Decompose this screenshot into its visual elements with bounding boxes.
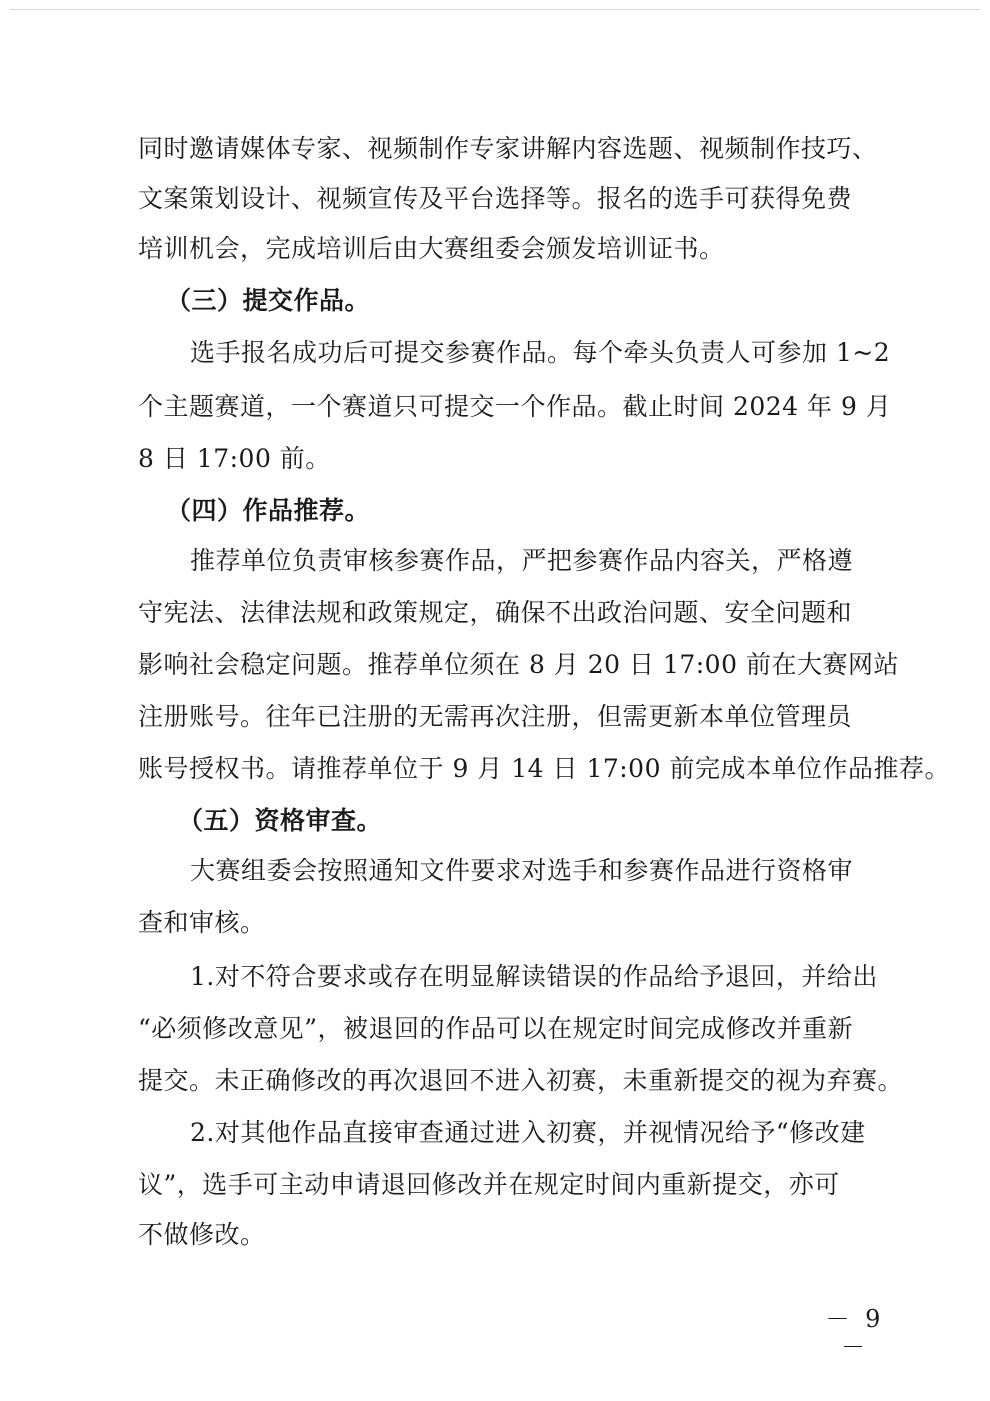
text-line: 8 日 17:00 前。	[138, 444, 331, 473]
text-line: 同时邀请媒体专家、视频制作专家讲解内容选题、视频制作技巧、	[138, 134, 878, 163]
text-line: 注册账号。往年已注册的无需再次注册，但需更新本单位管理员	[138, 702, 853, 731]
text-line: 个主题赛道，一个赛道只可提交一个作品。截止时间 2024 年 9 月	[138, 392, 892, 421]
section-heading-3: （三）提交作品。	[166, 286, 371, 315]
text-line: 大赛组委会按照通知文件要求对选手和参赛作品进行资格审	[190, 856, 854, 885]
page-number: － 9 －	[825, 1305, 885, 1361]
text-line: 守宪法、法律法规和政策规定，确保不出政治问题、安全问题和	[138, 598, 853, 627]
text-line: 议”，选手可主动申请退回修改并在规定时间内重新提交，亦可	[138, 1170, 840, 1199]
section-heading-5: （五）资格审查。	[178, 806, 383, 835]
text-line: 账号授权书。请推荐单位于 9 月 14 日 17:00 前完成本单位作品推荐。	[138, 754, 950, 783]
top-divider	[10, 9, 980, 10]
section-heading-4: （四）作品推荐。	[166, 496, 371, 525]
text-line: 培训机会，完成培训后由大赛组委会颁发培训证书。	[138, 234, 725, 263]
text-line: 1.对不符合要求或存在明显解读错误的作品给予退回，并给出	[190, 962, 878, 991]
text-line: “必须修改意见”，被退回的作品可以在规定时间完成修改并重新	[138, 1014, 854, 1043]
text-line: 文案策划设计、视频宣传及平台选择等。报名的选手可获得免费	[138, 184, 853, 213]
text-line: 不做修改。	[138, 1220, 266, 1249]
text-line: 推荐单位负责审核参赛作品，严把参赛作品内容关，严格遵	[190, 546, 854, 575]
text-line: 影响社会稳定问题。推荐单位须在 8 月 20 日 17:00 前在大赛网站	[138, 650, 899, 679]
text-line: 查和审核。	[138, 908, 266, 937]
text-line: 选手报名成功后可提交参赛作品。每个牵头负责人可参加 1~2	[190, 338, 891, 367]
text-line: 2.对其他作品直接审查通过进入初赛，并视情况给予“修改建	[190, 1118, 866, 1147]
text-line: 提交。未正确修改的再次退回不进入初赛，未重新提交的视为弃赛。	[138, 1066, 904, 1095]
